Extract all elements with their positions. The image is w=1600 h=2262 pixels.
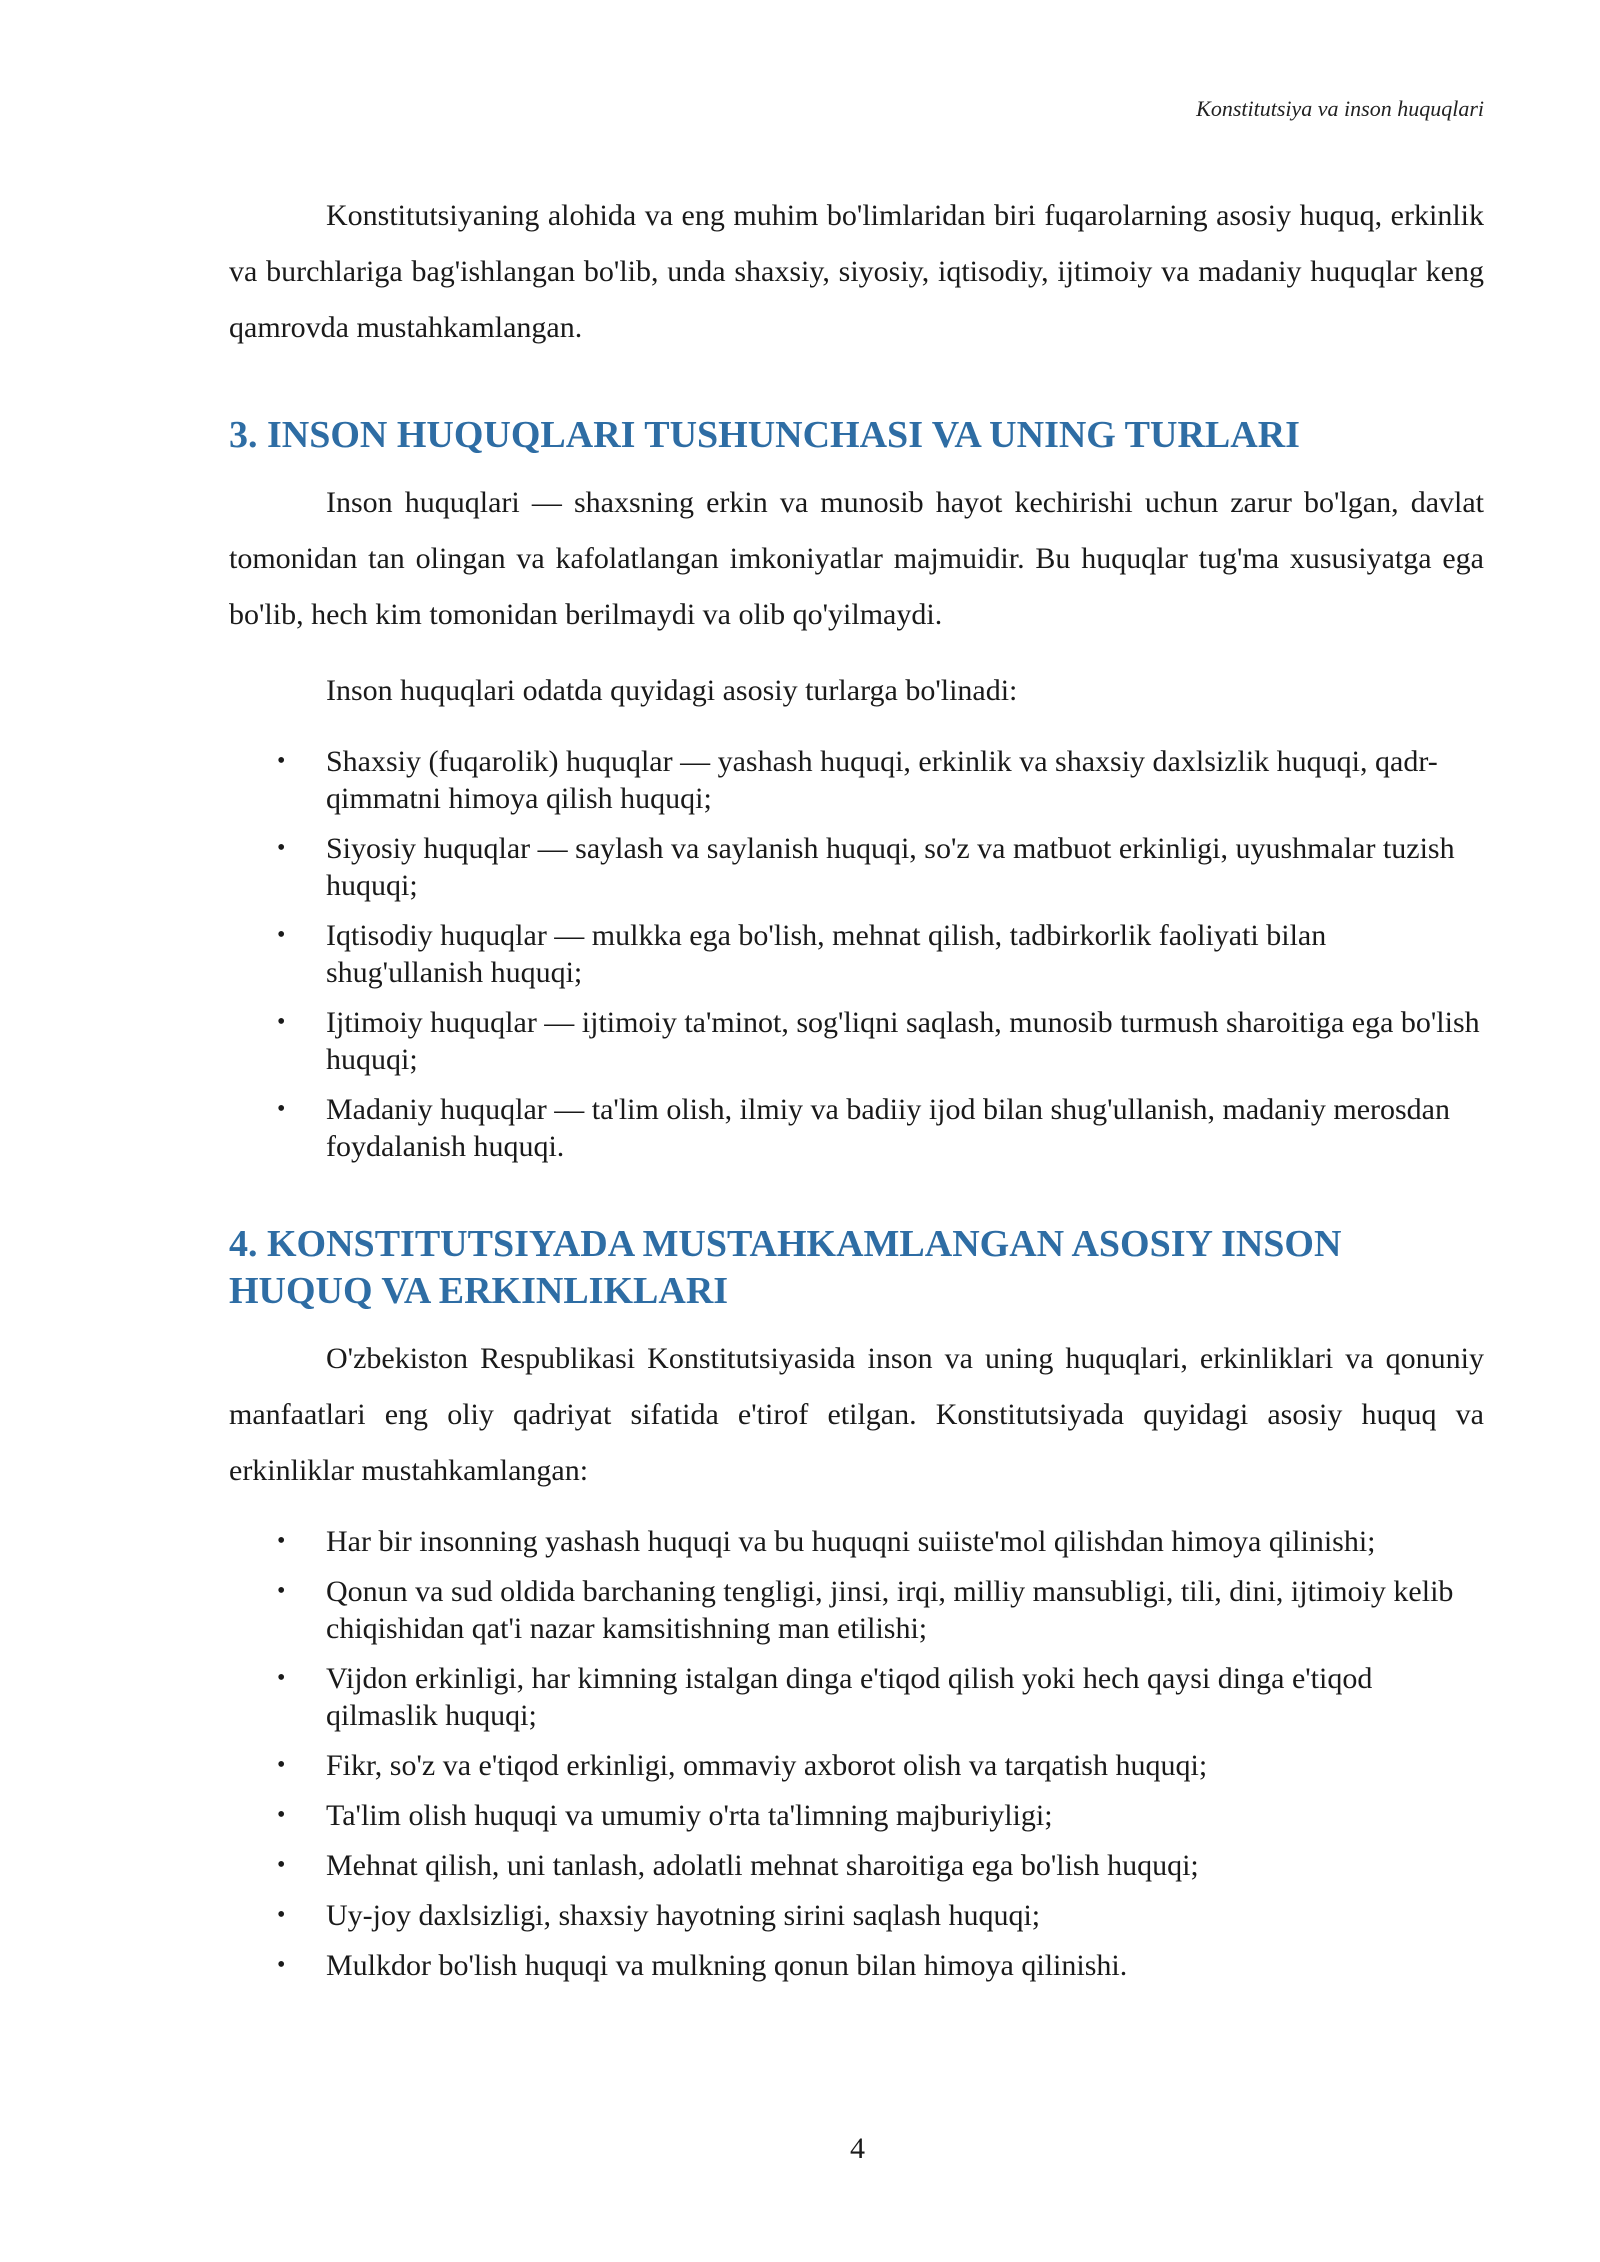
bullet-icon: • (277, 1802, 286, 1828)
bullet-icon: • (277, 1009, 286, 1035)
section-4-paragraph-1: O'zbekiston Respublikasi Konstitutsiyasida inson va uning huquqlari, erkinliklari va qonuniy manfaatlari eng oliy qadriyat sifatida e'tirof etilgan. Konstitutsiyada quyidagi asosiy huquq va erkinliklar mustahkamlangan: (229, 1342, 1484, 1487)
bullet-icon: • (277, 748, 286, 774)
section-3-paragraph-2: Inson huquqlari odatda quyidagi asosiy turlarga bo'linadi: (326, 674, 1018, 707)
list-item (229, 1523, 1484, 1560)
list-item-text: Iqtisodiy huquqlar — mulkka ega bo'lish, mehnat qilish, tadbirkorlik faoliyati bilan shug'ullanish huquqi; (326, 919, 1327, 989)
list-item-text: Uy-joy daxlsizligi, shaxsiy hayotning sirini saqlash huquqi; (326, 1899, 1041, 1932)
bullet-icon: • (277, 1752, 286, 1778)
list-item (229, 1091, 1484, 1165)
section-3-heading: 3. INSON HUQUQLARI TUSHUNCHASI VA UNING TURLARI (229, 414, 1300, 456)
list-item-text: Har bir insonning yashash huquqi va bu huquqni suiiste'mol qilishdan himoya qilinishi; (326, 1525, 1376, 1558)
section-4-heading: 4. KONSTITUTSIYADA MUSTAHKAMLANGAN ASOSIY INSON HUQUQ VA ERKINLIKLARI (229, 1223, 1342, 1312)
list-item (229, 917, 1484, 991)
bullet-icon: • (277, 1665, 286, 1691)
list-item (229, 1797, 1484, 1834)
list-item-text: Ta'lim olish huquqi va umumiy o'rta ta'limning majburiyligi; (326, 1799, 1053, 1832)
list-item-text: Siyosiy huquqlar — saylash va saylanish huquqi, so'z va matbuot erkinligi, uyushmalar tuzish huquqi; (326, 832, 1455, 902)
list-item-text: Ijtimoiy huquqlar — ijtimoiy ta'minot, sog'liqni saqlash, munosib turmush sharoitiga ega bo'lish huquqi; (326, 1006, 1480, 1076)
list-item-text: Fikr, so'z va e'tiqod erkinligi, ommaviy axborot olish va tarqatish huquqi; (326, 1749, 1208, 1782)
bullet-icon: • (277, 1578, 286, 1604)
list-item (229, 1573, 1484, 1647)
list-item-text: Mulkdor bo'lish huquqi va mulkning qonun bilan himoya qilinishi. (326, 1949, 1128, 1982)
intro-paragraph: Konstitutsiyaning alohida va eng muhim bo'limlaridan biri fuqarolarning asosiy huquq, erkinlik va burchlariga bag'ishlangan bo'lib, unda shaxsiy, siyosiy, iqtisodiy, ijtimoiy va madaniy huquqlar keng qamrovda mustahkamlangan. (229, 199, 1484, 344)
list-item-text: Madaniy huquqlar — ta'lim olish, ilmiy va badiiy ijod bilan shug'ullanish, madaniy merosdan foydalanish huquqi. (326, 1093, 1450, 1163)
bullet-icon: • (277, 1528, 286, 1554)
list-item-text: Vijdon erkinligi, har kimning istalgan dinga e'tiqod qilish yoki hech qaysi dinga e'tiqod qilmaslik huquqi; (326, 1662, 1373, 1732)
list-item (229, 1847, 1484, 1884)
page-content (229, 188, 1484, 1997)
list-item (229, 1747, 1484, 1784)
list-item (229, 1004, 1484, 1078)
list-item (229, 1897, 1484, 1934)
bullet-icon: • (277, 1852, 286, 1878)
list-item (229, 830, 1484, 904)
list-item (229, 743, 1484, 817)
list-item-text: Mehnat qilish, uni tanlash, adolatli mehnat sharoitiga ega bo'lish huquqi; (326, 1849, 1199, 1882)
section-3-paragraph-1: Inson huquqlari — shaxsning erkin va munosib hayot kechirishi uchun zarur bo'lgan, davlat tomonidan tan olingan va kafolatlangan imkoniyatlar majmuidir. Bu huquqlar tug'ma xususiyatga ega bo'lib, hech kim tomonidan berilmaydi va olib qo'yilmaydi. (229, 486, 1484, 631)
bullet-icon: • (277, 922, 286, 948)
rights-types-list (229, 743, 1484, 1165)
bullet-icon: • (277, 1096, 286, 1122)
constitutional-rights-list (229, 1523, 1484, 1984)
bullet-icon: • (277, 1952, 286, 1978)
list-item-text: Shaxsiy (fuqarolik) huquqlar — yashash huquqi, erkinlik va shaxsiy daxlsizlik huquqi, qadr-qimmatni himoya qilish huquqi; (326, 745, 1438, 815)
page-number: 4 (850, 2132, 865, 2165)
list-item (229, 1947, 1484, 1984)
list-item (229, 1660, 1484, 1734)
list-item-text: Qonun va sud oldida barchaning tengligi, jinsi, irqi, milliy mansubligi, tili, dini, ijtimoiy kelib chiqishidan qat'i nazar kamsitishning man etilishi; (326, 1575, 1454, 1645)
bullet-icon: • (277, 835, 286, 861)
running-header: Konstitutsiya va inson huquqlari (1196, 96, 1484, 121)
bullet-icon: • (277, 1902, 286, 1928)
